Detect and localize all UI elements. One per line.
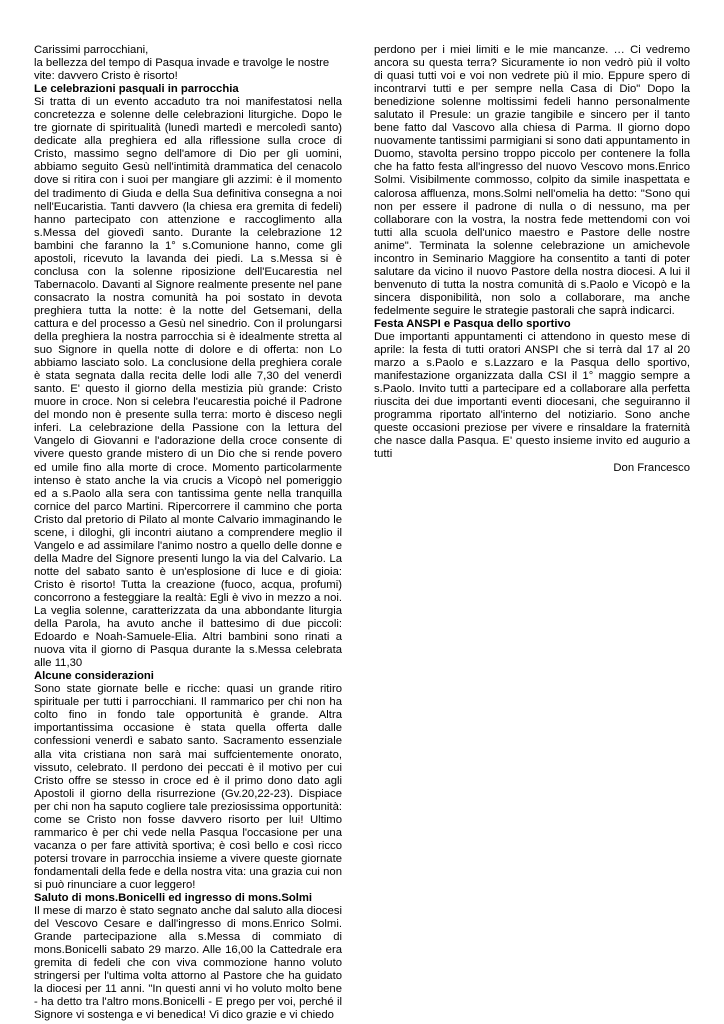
section-title-saluto: Saluto di mons.Bonicelli ed ingresso di mons.Solmi (34, 892, 313, 905)
section-title-celebrazioni: Le celebrazioni pasquali in parrocchia (34, 83, 239, 96)
section-body-celebrazioni: Si tratta di un evento accaduto tra noi manifestatosi nella concretezza e solenne delle celebrazioni liturgiche. Dopo le tre giornate di spiritualità (lunedì martedì e mercoledì santo) dedicate alla preghiera ed alla riflessione sulla croce di Cristo, massimo segno dell'amore di Dio per gli uomini, abbiamo seguito Gesù nell'intimità drammatica del cenacolo dove si ritira con i suoi per mangiare gli azzimi: è il momento del tradimento di Giuda e della Sua definitiva consegna a noi nell'Eucaristia. Tanti davvero (la chiesa era gremita di fedeli) hanno partecipato con attenzione e raccoglimento alla s.Messa del giovedì santo. Durante la celebrazione 12 bambini che faranno la 1° s.Comunione hanno, come gli apostoli, ricevuto la lavanda dei piedi. La s.Messa si è conclusa con la solenne riposizione dell'Eucarestia nel Tabernacolo. Davanti al Signore realmente presente nel pane consacrato la nostra comunità ha poi sostato in devota preghiera tutta la notte: è la notte del Getsemani, della cattura e del processo a Gesù nel sinedrio. Con il prolungarsi della preghiera la nostra parrocchia si è idealmente stretta al suo Signore in quella notte di dolore e di offerta: non Lo abbiamo lasciato solo. La conclusione della preghiera corale è stata segnata dalla recita delle lodi alle 7,30 del venerdì santo. E' questo il giorno della mestizia più grande: Cristo muore in croce. Non si celebra l'eucarestia poiché il Padrone del mondo non è presente sulla terra: morto è disceso negli inferi. La celebrazione della Passione con la lettura del Vangelo di Giovanni e l'adorazione della croce consente di vivere questo grande mistero di un Dio che si rende povero ed umile fino alla morte di croce. Momento particolarmente intenso è stato anche la via crucis a Vicopò nel pomeriggio ed a s.Paolo alla sera con tantissima gente nella tranquilla cornice del parco Martini. Ripercorrere il cammino che porta Cristo dal pretorio di Pilato al monte Calvario immaginando le scene, i diloghi, gli incontri aiutano a comprendere meglio il Vangelo e ad assimilare l'animo nostro a quello delle donne e della Madre del Signore presenti lungo la via del Calvario. La notte del sabato santo è un'esplosione di luce e di gioia: Cristo è risorto! Tutta la creazione (fuoco, acqua, profumi) concorrono a festeggiare la realtà: Egli è vivo in mezzo a noi. La veglia solenne, caratterizzata da una abbondante liturgia della Parola, ha avuto anche il battesimo di due piccoli: Edoardo e Noah-Samuele-Elia. Altri bambini sono rinati a nuova vita il giorno di Pasqua durante la s.Messa celebrata alle 11,30 (34, 96, 342, 670)
greeting-paragraph: Carissimi parrocchiani, la bellezza del tempo di Pasqua invade e travolge le nostre vite: davvero Cristo è risorto! (34, 44, 330, 83)
left-column (34, 44, 342, 1023)
right-column (374, 44, 690, 475)
section-title-considerazioni: Alcune considerazioni (34, 670, 154, 683)
section-body-anspi: Due importanti appuntamenti ci attendono in questo mese di aprile: la festa di tutti oratori ANSPI che si terrà dal 17 al 20 marzo a s.Paolo e s.Lazzaro e la Pasqua dello sportivo, manifestazione organizzata dalla CSI il 1° maggio sempre a s.Paolo. Invito tutti a partecipare ed a collaborare alla perfetta riuscita dei due importanti eventi diocesani, che seguiranno il programma riportato all'interno del notiziario. Sono anche queste occasioni preziose per vivere e rinsaldare la fraternità che nasce dalla Pasqua. E' questo insieme invito ed augurio a tutti (374, 331, 690, 461)
section-body-saluto-start: Il mese di marzo è stato segnato anche dal saluto alla diocesi del Vescovo Cesare e dall'ingresso di mons.Enrico Solmi. Grande partecipazione alla s.Messa di commiato di mons.Bonicelli sabato 29 marzo. Alle 16,00 la Cattedrale era gremita di fedeli che con viva commozione hanno voluto stringersi per l'ultima volta attorno al Pastore che ha guidato la diocesi per 11 anni. "In questi anni vi ho voluto molto bene - ha detto tra l'altro mons.Bonicelli - E prego per voi, perché il Signore vi sostenga e vi benedica! Vi dico grazie e vi chiedo (34, 905, 342, 1022)
section-body-saluto-end: perdono per i miei limiti e le mie mancanze. … Ci vedremo ancora su questa terra? Sicuramente io non vedrò più il volto di quasi tutti voi e voi non vedrete più il mio. Eppure spero di incontrarvi tutti e per sempre nella Casa di Dio" Dopo la benedizione solenne moltissimi fedeli hanno personalmente salutato il Presule: un grazie tangibile e sincero per il tanto bene fatto dal Vascovo alla chiesa di Parma. Il giorno dopo nuovamente tantissimi parmigiani si sono dati appuntamento in Duomo, stavolta persino troppo piccolo per contenere la folla che ha fatto festa all'ingresso del nuovo Vescovo mons.Enrico Solmi. Visibilmente commosso, colpito da simile inaspettata e calorosa affluenza, mons.Solmi nell'omelia ha detto: "Sono qui non per essere il padrone di nulla o di nessuno, ma per collaborare con la vostra, la nostra fede mettendomi con voi tutti alla scuola dell'unico maestro e Pastore delle nostre anime". Terminata la solenne celebrazione un amichevole incontro in Seminario Maggiore ha consentito a tanti di poter salutare da vicino il nuovo Pastore della nostra diocesi. A lui il benvenuto di tutta la nostra comunità di s.Paolo e Vicopò e la sincera disponibilità, non solo a collaborare, ma anche fedelmente seguire le strategie pastorali che saprà indicarci. (374, 44, 690, 317)
section-title-anspi: Festa ANSPI e Pasqua dello sportivo (374, 317, 571, 330)
signature: Don Francesco (613, 461, 690, 474)
section-body-considerazioni: Sono state giornate belle e ricche: quasi un grande ritiro spirituale per tutti i parrocchiani. Il rammarico per chi non ha colto fino in fondo tale opportunità è grande. Altra importantissima occasione è stata quella offerta dalle confessioni venerdì e sabato santo. Sacramento essenziale alla vita cristiana non sarà mai suffcientemente onorato, vissuto, celebrato. Il perdono dei peccati è il motivo per cui Cristo offre se stesso in croce ed è il primo dono dato agli Apostoli il giorno della risurrezione (Gv.20,22-23). Dispiace per chi non ha saputo cogliere tale preziosissima opportunità: come se Cristo non fosse davvero risorto per lui! Ultimo rammarico è per chi vede nella Pasqua l'occasione per una vacanza o per fare attività sportiva; è così bello e così ricco potersi trovare in parrocchia insieme a vivere queste giornate fondamentali della fede e della nostra vita: una grazia cui non si può rinunciare a cuor leggero! (34, 683, 342, 891)
